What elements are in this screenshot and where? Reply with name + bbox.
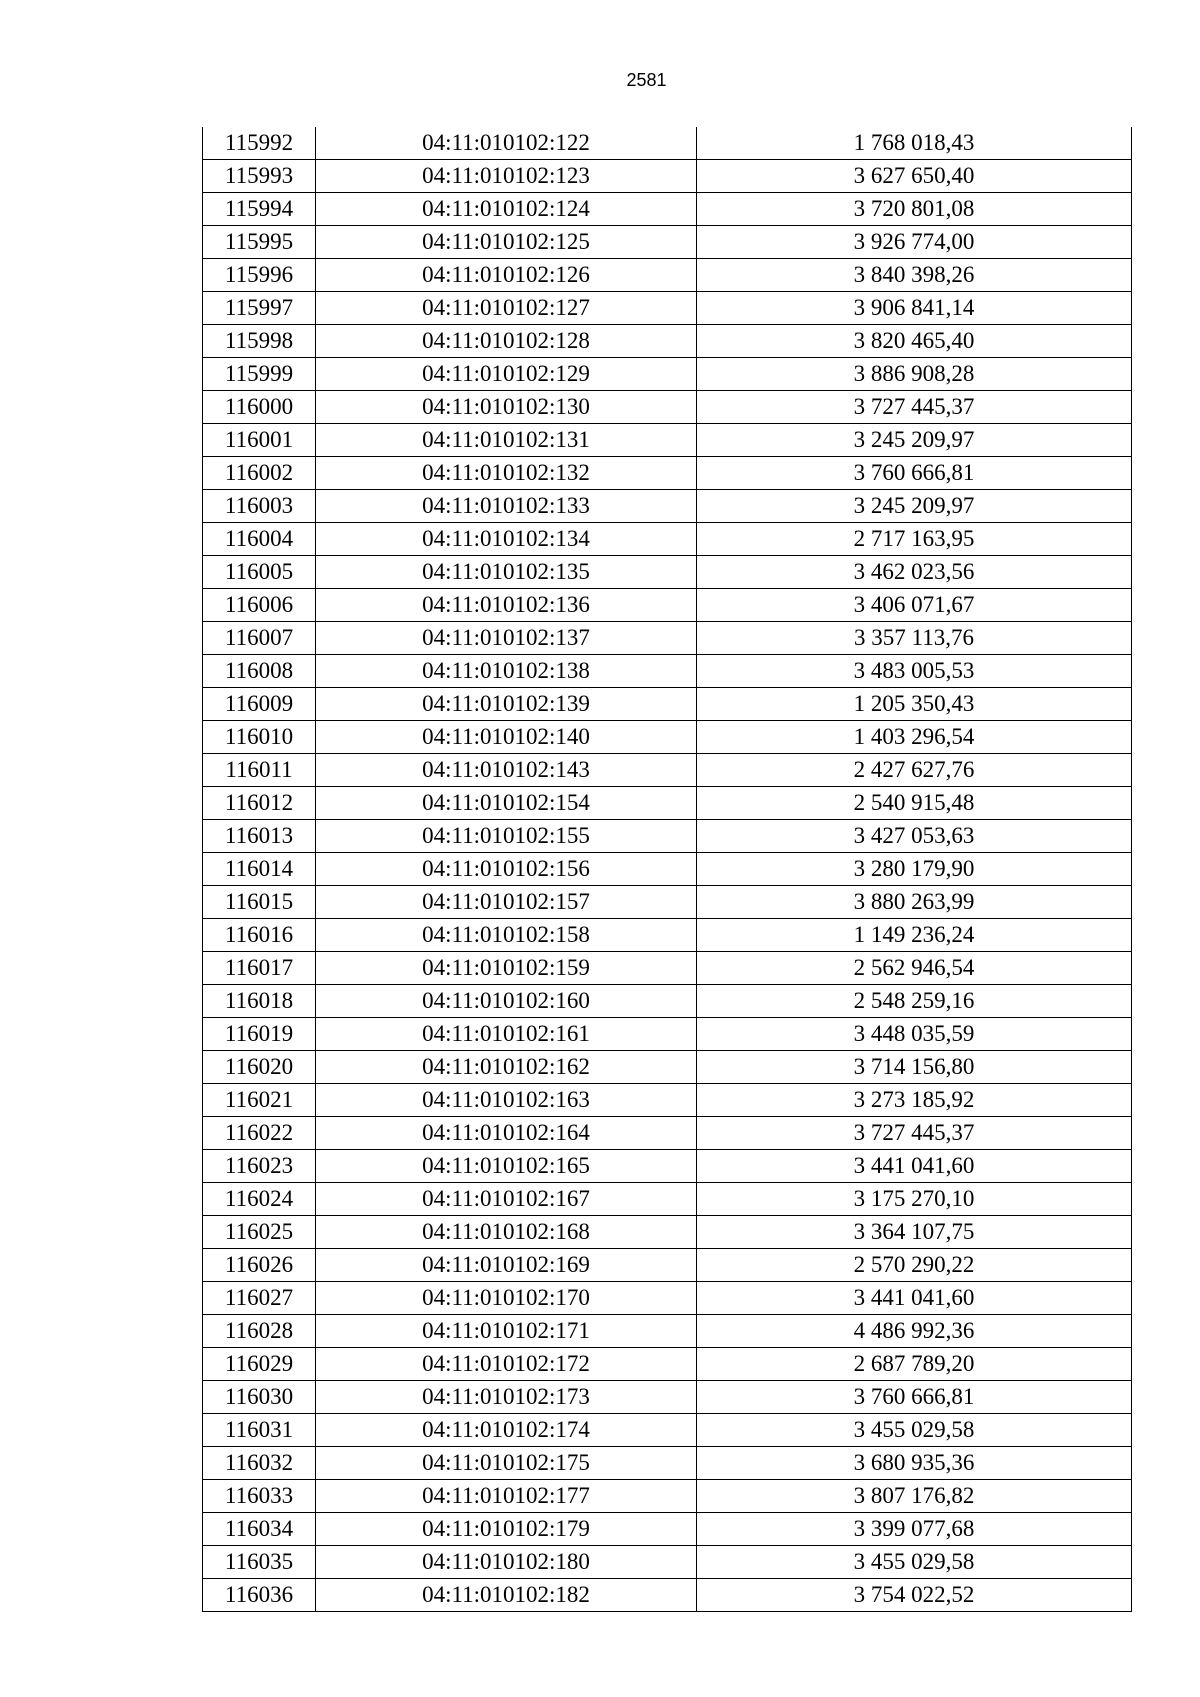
table-row <box>203 160 1132 193</box>
table-row <box>203 424 1132 457</box>
cadastral-value-cell: 3 245 209,97 <box>697 424 1132 457</box>
row-number-cell: 115992 <box>203 127 316 160</box>
row-number-cell: 116010 <box>203 721 316 754</box>
cadastral-number-cell: 04:11:010102:159 <box>316 952 697 985</box>
cadastral-value-cell: 1 149 236,24 <box>697 919 1132 952</box>
cadastral-value-cell: 3 720 801,08 <box>697 193 1132 226</box>
row-number-cell: 116019 <box>203 1018 316 1051</box>
row-number-cell: 116001 <box>203 424 316 457</box>
table-row <box>203 523 1132 556</box>
row-number-cell: 116011 <box>203 754 316 787</box>
cadastral-number-cell: 04:11:010102:169 <box>316 1249 697 1282</box>
cadastral-value-cell: 3 273 185,92 <box>697 1084 1132 1117</box>
row-number-cell: 116017 <box>203 952 316 985</box>
cadastral-number-cell: 04:11:010102:139 <box>316 688 697 721</box>
table-row <box>203 754 1132 787</box>
table-row <box>203 952 1132 985</box>
cadastral-value-cell: 3 483 005,53 <box>697 655 1132 688</box>
row-number-cell: 116029 <box>203 1348 316 1381</box>
cadastral-number-cell: 04:11:010102:164 <box>316 1117 697 1150</box>
cadastral-value-cell: 3 714 156,80 <box>697 1051 1132 1084</box>
cadastral-value-cell: 3 727 445,37 <box>697 1117 1132 1150</box>
cadastral-value-cell: 1 205 350,43 <box>697 688 1132 721</box>
table-row <box>203 919 1132 952</box>
table-row <box>203 787 1132 820</box>
cadastral-value-cell: 3 280 179,90 <box>697 853 1132 886</box>
row-number-cell: 116022 <box>203 1117 316 1150</box>
row-number-cell: 116026 <box>203 1249 316 1282</box>
row-number-cell: 116034 <box>203 1513 316 1546</box>
cadastral-value-cell: 3 727 445,37 <box>697 391 1132 424</box>
row-number-cell: 116025 <box>203 1216 316 1249</box>
row-number-cell: 116004 <box>203 523 316 556</box>
cadastral-value-cell: 3 245 209,97 <box>697 490 1132 523</box>
cadastral-value-cell: 3 441 041,60 <box>697 1150 1132 1183</box>
table-row <box>203 721 1132 754</box>
table-row <box>203 226 1132 259</box>
cadastral-value-cell: 3 455 029,58 <box>697 1546 1132 1579</box>
cadastral-value-cell: 3 754 022,52 <box>697 1579 1132 1612</box>
cadastral-number-cell: 04:11:010102:122 <box>316 127 697 160</box>
cadastral-number-cell: 04:11:010102:156 <box>316 853 697 886</box>
table-row <box>203 1315 1132 1348</box>
row-number-cell: 116032 <box>203 1447 316 1480</box>
cadastral-value-cell: 2 562 946,54 <box>697 952 1132 985</box>
cadastral-value-cell: 2 427 627,76 <box>697 754 1132 787</box>
table-row <box>203 457 1132 490</box>
cadastral-number-cell: 04:11:010102:167 <box>316 1183 697 1216</box>
cadastral-number-cell: 04:11:010102:161 <box>316 1018 697 1051</box>
row-number-cell: 116015 <box>203 886 316 919</box>
row-number-cell: 116028 <box>203 1315 316 1348</box>
table-row <box>203 1513 1132 1546</box>
cadastral-value-cell: 3 840 398,26 <box>697 259 1132 292</box>
row-number-cell: 116013 <box>203 820 316 853</box>
table-row <box>203 490 1132 523</box>
cadastral-number-cell: 04:11:010102:126 <box>316 259 697 292</box>
row-number-cell: 115998 <box>203 325 316 358</box>
cadastral-value-cell: 3 760 666,81 <box>697 457 1132 490</box>
cadastral-value-cell: 2 570 290,22 <box>697 1249 1132 1282</box>
row-number-cell: 116023 <box>203 1150 316 1183</box>
cadastral-value-cell: 3 627 650,40 <box>697 160 1132 193</box>
table-row <box>203 127 1132 160</box>
cadastral-value-cell: 2 687 789,20 <box>697 1348 1132 1381</box>
cadastral-number-cell: 04:11:010102:132 <box>316 457 697 490</box>
row-number-cell: 116033 <box>203 1480 316 1513</box>
table-row <box>203 589 1132 622</box>
cadastral-number-cell: 04:11:010102:168 <box>316 1216 697 1249</box>
cadastral-number-cell: 04:11:010102:136 <box>316 589 697 622</box>
row-number-cell: 116027 <box>203 1282 316 1315</box>
cadastral-number-cell: 04:11:010102:129 <box>316 358 697 391</box>
table-row <box>203 358 1132 391</box>
table-row <box>203 688 1132 721</box>
table-row <box>203 259 1132 292</box>
cadastral-value-cell: 3 399 077,68 <box>697 1513 1132 1546</box>
table-row <box>203 1018 1132 1051</box>
cadastral-value-cell: 3 357 113,76 <box>697 622 1132 655</box>
row-number-cell: 115994 <box>203 193 316 226</box>
table-row <box>203 1348 1132 1381</box>
cadastral-number-cell: 04:11:010102:134 <box>316 523 697 556</box>
table-row <box>203 1381 1132 1414</box>
row-number-cell: 116008 <box>203 655 316 688</box>
cadastral-number-cell: 04:11:010102:171 <box>316 1315 697 1348</box>
cadastral-value-cell: 3 807 176,82 <box>697 1480 1132 1513</box>
row-number-cell: 116031 <box>203 1414 316 1447</box>
cadastral-number-cell: 04:11:010102:140 <box>316 721 697 754</box>
cadastral-value-cell: 3 760 666,81 <box>697 1381 1132 1414</box>
cadastral-value-cell: 3 364 107,75 <box>697 1216 1132 1249</box>
table-row <box>203 292 1132 325</box>
table-row <box>203 886 1132 919</box>
cadastral-number-cell: 04:11:010102:135 <box>316 556 697 589</box>
page-number: 2581 <box>626 70 667 90</box>
row-number-cell: 116005 <box>203 556 316 589</box>
cadastral-number-cell: 04:11:010102:125 <box>316 226 697 259</box>
cadastral-number-cell: 04:11:010102:179 <box>316 1513 697 1546</box>
row-number-cell: 116007 <box>203 622 316 655</box>
row-number-cell: 115999 <box>203 358 316 391</box>
table-row <box>203 655 1132 688</box>
table-row <box>203 853 1132 886</box>
cadastral-number-cell: 04:11:010102:124 <box>316 193 697 226</box>
cadastral-value-cell: 3 906 841,14 <box>697 292 1132 325</box>
cadastral-number-cell: 04:11:010102:133 <box>316 490 697 523</box>
cadastral-number-cell: 04:11:010102:158 <box>316 919 697 952</box>
table-row <box>203 391 1132 424</box>
table-row <box>203 1579 1132 1612</box>
row-number-cell: 115996 <box>203 259 316 292</box>
cadastral-number-cell: 04:11:010102:175 <box>316 1447 697 1480</box>
table-row <box>203 1051 1132 1084</box>
cadastral-number-cell: 04:11:010102:131 <box>316 424 697 457</box>
cadastral-value-cell: 3 175 270,10 <box>697 1183 1132 1216</box>
cadastral-value-cell: 3 441 041,60 <box>697 1282 1132 1315</box>
table-row <box>203 820 1132 853</box>
cadastral-number-cell: 04:11:010102:138 <box>316 655 697 688</box>
cadastral-value-table <box>202 127 1132 1612</box>
row-number-cell: 116020 <box>203 1051 316 1084</box>
cadastral-value-cell: 3 680 935,36 <box>697 1447 1132 1480</box>
cadastral-number-cell: 04:11:010102:160 <box>316 985 697 1018</box>
row-number-cell: 116024 <box>203 1183 316 1216</box>
table-row <box>203 1480 1132 1513</box>
table-row <box>203 193 1132 226</box>
cadastral-value-cell: 3 926 774,00 <box>697 226 1132 259</box>
row-number-cell: 115993 <box>203 160 316 193</box>
table-row <box>203 1414 1132 1447</box>
row-number-cell: 116030 <box>203 1381 316 1414</box>
table-row <box>203 556 1132 589</box>
row-number-cell: 116009 <box>203 688 316 721</box>
row-number-cell: 116003 <box>203 490 316 523</box>
cadastral-number-cell: 04:11:010102:137 <box>316 622 697 655</box>
table-row <box>203 1150 1132 1183</box>
cadastral-value-cell: 1 403 296,54 <box>697 721 1132 754</box>
row-number-cell: 115995 <box>203 226 316 259</box>
cadastral-number-cell: 04:11:010102:155 <box>316 820 697 853</box>
cadastral-number-cell: 04:11:010102:128 <box>316 325 697 358</box>
cadastral-number-cell: 04:11:010102:182 <box>316 1579 697 1612</box>
cadastral-number-cell: 04:11:010102:127 <box>316 292 697 325</box>
cadastral-number-cell: 04:11:010102:170 <box>316 1282 697 1315</box>
cadastral-number-cell: 04:11:010102:162 <box>316 1051 697 1084</box>
cadastral-number-cell: 04:11:010102:165 <box>316 1150 697 1183</box>
cadastral-value-cell: 3 427 053,63 <box>697 820 1132 853</box>
table-row <box>203 985 1132 1018</box>
cadastral-value-cell: 1 768 018,43 <box>697 127 1132 160</box>
table-row <box>203 1216 1132 1249</box>
row-number-cell: 116006 <box>203 589 316 622</box>
cadastral-value-cell: 4 486 992,36 <box>697 1315 1132 1348</box>
cadastral-number-cell: 04:11:010102:163 <box>316 1084 697 1117</box>
cadastral-number-cell: 04:11:010102:143 <box>316 754 697 787</box>
table-row <box>203 1282 1132 1315</box>
cadastral-value-cell: 3 462 023,56 <box>697 556 1132 589</box>
cadastral-value-cell: 2 717 163,95 <box>697 523 1132 556</box>
cadastral-value-cell: 3 886 908,28 <box>697 358 1132 391</box>
table-row <box>203 1117 1132 1150</box>
table-row <box>203 1546 1132 1579</box>
row-number-cell: 116016 <box>203 919 316 952</box>
cadastral-value-cell: 2 540 915,48 <box>697 787 1132 820</box>
cadastral-number-cell: 04:11:010102:123 <box>316 160 697 193</box>
cadastral-number-cell: 04:11:010102:177 <box>316 1480 697 1513</box>
cadastral-number-cell: 04:11:010102:130 <box>316 391 697 424</box>
cadastral-value-cell: 3 406 071,67 <box>697 589 1132 622</box>
table-row <box>203 1183 1132 1216</box>
cadastral-number-cell: 04:11:010102:172 <box>316 1348 697 1381</box>
cadastral-value-cell: 3 455 029,58 <box>697 1414 1132 1447</box>
table-body <box>203 127 1132 1612</box>
table-row <box>203 1249 1132 1282</box>
cadastral-value-cell: 3 880 263,99 <box>697 886 1132 919</box>
row-number-cell: 116000 <box>203 391 316 424</box>
row-number-cell: 115997 <box>203 292 316 325</box>
cadastral-value-cell: 2 548 259,16 <box>697 985 1132 1018</box>
cadastral-value-cell: 3 448 035,59 <box>697 1018 1132 1051</box>
row-number-cell: 116036 <box>203 1579 316 1612</box>
row-number-cell: 116035 <box>203 1546 316 1579</box>
row-number-cell: 116012 <box>203 787 316 820</box>
cadastral-number-cell: 04:11:010102:173 <box>316 1381 697 1414</box>
table-row <box>203 622 1132 655</box>
row-number-cell: 116014 <box>203 853 316 886</box>
cadastral-number-cell: 04:11:010102:157 <box>316 886 697 919</box>
cadastral-number-cell: 04:11:010102:180 <box>316 1546 697 1579</box>
table-row <box>203 1084 1132 1117</box>
row-number-cell: 116018 <box>203 985 316 1018</box>
cadastral-number-cell: 04:11:010102:154 <box>316 787 697 820</box>
table-row <box>203 325 1132 358</box>
row-number-cell: 116021 <box>203 1084 316 1117</box>
table-row <box>203 1447 1132 1480</box>
row-number-cell: 116002 <box>203 457 316 490</box>
cadastral-value-cell: 3 820 465,40 <box>697 325 1132 358</box>
cadastral-number-cell: 04:11:010102:174 <box>316 1414 697 1447</box>
